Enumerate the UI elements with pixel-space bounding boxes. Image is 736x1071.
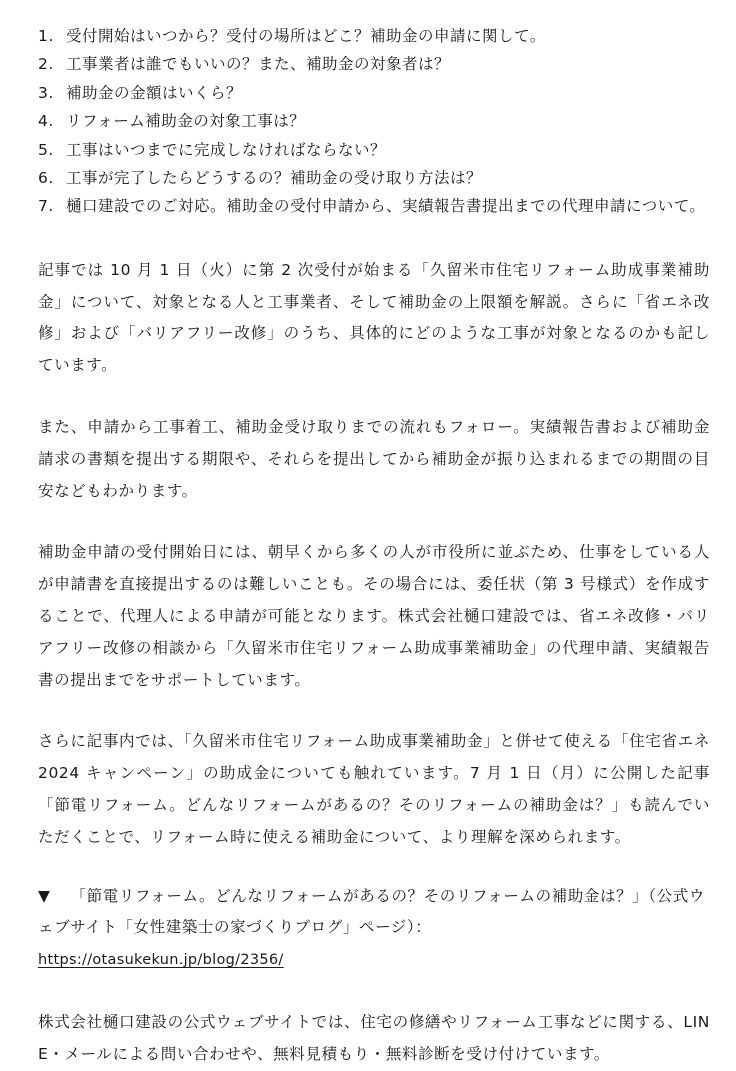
body-paragraph-closing: 株式会社樋口建設の公式ウェブサイトでは、住宅の修繕やリフォーム工事などに関する、LINE・メールによる問い合わせや、無料見積もり・無料診断を受け付けています。 xyxy=(38,1012,710,1063)
toc-item-number: 5. xyxy=(38,140,54,159)
table-of-contents xyxy=(38,22,710,221)
toc-item-text: リフォーム補助金の対象工事は？ xyxy=(66,112,306,131)
toc-item-text: 受付開始はいつから？受付の場所はどこ？補助金の申請に関して。 xyxy=(66,27,546,45)
triangle-down-icon: ▼ xyxy=(38,886,51,905)
toc-item-text: 樋口建設でのご対応。補助金の受付申請から、実績報告書提出までの代理申請について。 xyxy=(66,197,706,216)
toc-item-text: 工事が完了したらどうするの？補助金の受け取り方法は？ xyxy=(66,169,483,188)
body-paragraph-proxy-application: 補助金申請の受付開始日には、朝早くから多くの人が市役所に並ぶため、仕事をしている人が申請書を直接提出するのは難しいことも。その場合には、委任状（第 3 号様式）を作成することで、代理人による申請が可能となります。株式会社樋口建設では、省エネ改修・バリアフリー改修の相談から「久留米市住宅リフォーム助成事業補助金」の代理申請、実績報告書の提出までをサポートしています。 xyxy=(38,543,710,689)
reference-link-block xyxy=(38,881,710,977)
body-paragraph-related-article: さらに記事内では、「久留米市住宅リフォーム助成事業補助金」と併せて使える「住宅省エネ 2024 キャンペーン」の助成金についても触れています。7 月 1 日（月）に公開した記事「節電リフォーム。どんなリフォームがあるの？そのリフォームの補助金は？」も読んでいただくことで、リフォーム時に使える補助金について、より理解を深められます。 xyxy=(38,732,710,846)
toc-item-text: 工事業者は誰でもいいの？また、補助金の対象者は？ xyxy=(66,55,451,74)
toc-item-text: 補助金の金額はいくら？ xyxy=(66,83,243,102)
toc-item-text: 工事はいつまでに完成しなければならない？ xyxy=(66,140,387,159)
reference-text: 「節電リフォーム。どんなリフォームがあるの？そのリフォームの補助金は？」（公式ウェブサイト「女性建築士の家づくりブログ」ページ）： xyxy=(38,886,705,937)
toc-item-number: 1. xyxy=(38,27,54,45)
toc-item xyxy=(38,79,710,107)
toc-item-number: 6. xyxy=(38,169,54,188)
document-page xyxy=(38,22,710,1071)
body-paragraph-article-summary: 記事では 10 月 1 日（火）に第 2 次受付が始まる「久留米市住宅リフォーム助成事業補助金」について、対象となる人と工事業者、そして補助金の上限額を解説。さらに「省エネ改修」および「バリアフリー改修」のうち、具体的にどのような工事が対象となるのかも記しています。 xyxy=(38,260,710,375)
toc-item-number: 7. xyxy=(38,197,54,216)
toc-item-number: 4. xyxy=(38,112,54,131)
toc-item-number: 3. xyxy=(38,83,54,102)
toc-item xyxy=(38,192,710,220)
toc-item xyxy=(38,164,710,192)
toc-item xyxy=(38,22,710,50)
toc-item xyxy=(38,50,710,78)
toc-item-number: 2. xyxy=(38,55,54,74)
toc-item xyxy=(38,107,710,135)
body-paragraph-process-flow: また、申請から工事着工、補助金受け取りまでの流れもフォロー。実績報告書および補助金請求の書類を提出する期限や、それらを提出してから補助金が振り込まれるまでの期間の目安などもわかります。 xyxy=(38,418,710,500)
toc-item xyxy=(38,136,710,164)
reference-url-link[interactable]: https://otasukekun.jp/blog/2356/ xyxy=(38,952,284,969)
